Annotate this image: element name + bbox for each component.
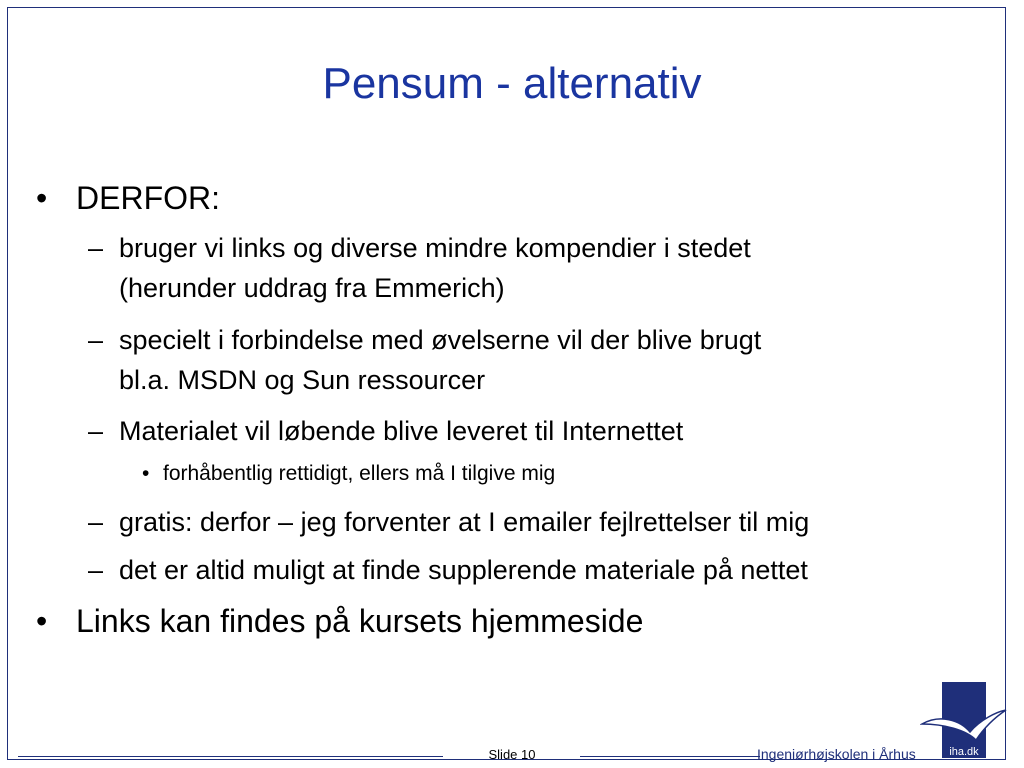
dash-marker: –: [88, 325, 104, 355]
sub-bullet-text: (herunder uddrag fra Emmerich): [119, 273, 505, 303]
iha-logo: [920, 680, 1008, 762]
sub-sub-bullet-text: forhåbentlig rettidigt, ellers må I tilgive mig: [163, 462, 556, 485]
dash-marker: –: [88, 233, 104, 263]
dash-marker: –: [88, 416, 104, 446]
footer-rule-right: [580, 756, 760, 757]
school-name: Ingeniørhøjskolen i Århus: [757, 746, 916, 762]
sub-bullet-text: det er altid muligt at finde supplerende materiale på nettet: [119, 555, 808, 585]
bullet-marker: •: [36, 180, 48, 216]
dash-marker: –: [88, 507, 104, 537]
sub-bullet-text: gratis: derfor – jeg forventer at I emailer fejlrettelser til mig: [119, 507, 810, 537]
sub-bullet-text: bruger vi links og diverse mindre kompendier i stedet: [119, 233, 751, 263]
slide-number: Slide 10: [488, 747, 536, 762]
bullet-text: DERFOR:: [76, 180, 220, 216]
bullet-text: Links kan findes på kursets hjemmeside: [76, 603, 644, 639]
dash-marker: –: [88, 555, 104, 585]
logo-text: iha.dk: [949, 746, 979, 758]
sub-bullet-text: bl.a. MSDN og Sun ressourcer: [119, 365, 486, 395]
sub-bullet-text: Materialet vil løbende blive leveret til Internettet: [119, 416, 684, 446]
slide-title: Pensum - alternativ: [322, 59, 702, 108]
sub-bullet-text: specielt i forbindelse med øvelserne vil der blive brugt: [119, 325, 762, 355]
footer-rule-left: [18, 756, 443, 757]
bullet-marker: •: [142, 462, 150, 485]
bullet-marker: •: [36, 603, 48, 639]
